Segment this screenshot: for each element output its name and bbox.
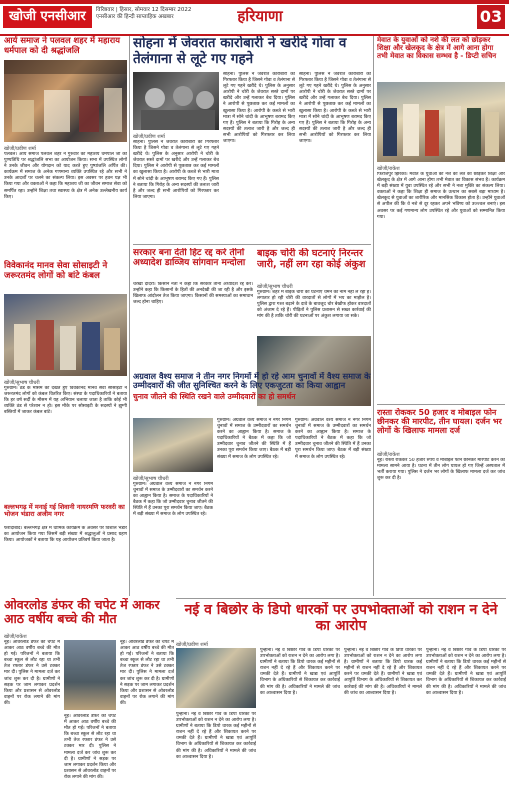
bottom-left-story [4,598,174,796]
mid2-headline: बाइक चोरी की घटनाएं निरन्तर जारी, नहीं लग रहा कोई अंकुश [257,248,366,271]
mid2-byline: खोजी/सुभाष चौधरी [257,284,293,290]
s2-photo-art [4,294,127,376]
center-divider-1 [133,244,371,245]
s2-body: गुरुग्राम। ठंड के मौसम को देखते हुए विवेकानंद मानव सेवा सोसाइटी ने जरूरतमंद लोगों को कंबल वितरित किए। संस्था के पदाधिकारियों ने बताया कि हर वर्ष सर्दी के मौसम में यह अभियान चलाया जाता है ताकि कोई भी व्यक्ति ठंड से परेशान न हो। इस मौके पर सोसाइटी के सदस्यों ने झुग्गी बस्तियों में जाकर कंबल बांटे। [4,386,127,416]
s2-photo [4,294,127,376]
s4-photo [64,640,116,710]
s1-body: पलवल। आर्य समाज पलवल शहर ने गुरुवार को महाशय धर्मपाल जी की पुण्यतिथि पर श्रद्धांजलि सभा का आयोजन किया। सभा में उपस्थित लोगों ने उनके जीवन और योगदान को याद करते हुए पुष्पांजलि अर्पित की। कार्यक्रम में समाज के अनेक गणमान्य व्यक्ति उपस्थित रहे और सभी ने उनके आदर्शों पर चलने का संकल्प लिया। इस अवसर पर हवन यज्ञ भी किया गया और वक्ताओं ने कहा कि महाशय जी का जीवन समाज सेवा को समर्पित रहा। उन्होंने शिक्षा तथा स्वास्थ्य के क्षेत्र में अनेक उल्लेखनीय कार्य किए। [4,152,127,200]
bottom-photo [176,648,256,708]
r1-body: फिरोजपुर झिरका। मेवात के युवाओं को नशे की लत को छोड़कर शिक्षा और खेलकूद के क्षेत्र में आगे आना होगा तभी मेवात का विकास संभव है। कार्यक्रम में बड़ी संख्या में युवा उपस्थित रहे और सभी ने नशा मुक्ति का संकल्प लिया। वक्ताओं ने कहा कि शिक्षा ही समाज के उत्थान का सबसे बड़ा माध्यम है। खेलकूद से युवाओं का शारीरिक और मानसिक विकास होता है। उन्होंने युवाओं से अपील की कि वे नशे से दूर रहकर अपने भविष्य को उज्ज्वल बनाएं। इस अवसर पर कई गणमान्य लोग उपस्थित रहे और युवाओं को सम्मानित किया गया। [377,172,505,220]
mid3-byline: खोजी/सुभाष चौधरी [133,476,169,482]
center-lead-story [133,36,371,242]
lead-photo [133,72,219,130]
mid4-byline: खोजी/राकेश [377,452,400,458]
s2-headline: विवेकानंद मानव सेवा सोसाइटी ने जरूरतमंद लोगों को बांटे कंबल [4,261,108,281]
mid4-story [377,408,505,596]
s2-byline: खोजी/सुभाष चौधरी [4,380,40,386]
s3-body: फरीदाबाद। बल्लभगढ़ क्षेत्र में धार्मिक कार्यक्रम के अवसर पर विशाल भंडारे का आयोजन किया गया जिसमें बड़ी संख्या में श्रद्धालुओं ने प्रसाद ग्रहण किया। आयोजकों ने बताया कि यह आयोजन प्रतिवर्ष किया जाता है। [4,526,127,544]
lead-body-cont: सोहना। पुलिस ने जेवरात कारोबारी को गिरफ्तार किया है जिसने गोवा व तेलंगाना से लूटे गए गहने खरीदे थे। पुलिस के अनुसार आरोपी ने चोरी के जेवरात सस्ते दामों पर खरीदे और उन्हें गलाकर बेच दिया। पुलिस ने आरोपी से पूछताछ कर कई मामलों का खुलासा किया है। आरोपी के कब्जे से भारी मात्रा में सोने चांदी के आभूषण बरामद किए गए हैं। पुलिस ने बताया कि गिरोह के अन्य सदस्यों की तलाश जारी है और जल्द ही सभी आरोपियों को गिरफ्तार कर लिया जाएगा। [223,72,295,145]
mid2-body: गुरुग्राम। शहर में बाइक चोरी की घटनाएं थमने का नाम नहीं ले रही हैं। लगातार हो रही चोरी की वारदातों से लोगों में भय का माहौल है। पुलिस द्वारा गश्त बढ़ाने के दावे के बावजूद चोर बेखौफ होकर वारदातों को अंजाम दे रहे हैं। पीड़ितों ने पुलिस प्रशासन से सख्त कार्रवाई की मांग की है ताकि चोरी की घटनाओं पर अंकुश लगाया जा सके। [257,290,371,320]
s4-byline: खोजी/राकेश [4,634,27,640]
s4-headline: ओवरलोड डंफर की चपेट में आकर आठ वर्षीय बच्चे की मौत [4,598,160,627]
s4-body: नूंह। ओवरलोड डंफर की चपेट में आकर आठ वर्षीय बच्चे की मौत हो गई। परिजनों ने बताया कि बच्चा स्कूल से लौट रहा था तभी तेज रफ्तार डंफर ने उसे टक्कर मार दी। पुलिस ने मामला दर्ज कर जांच शुरू कर दी है। ग्रामीणों ने सड़क पर जाम लगाकर प्रदर्शन किया और प्रशासन से ओवरलोड वाहनों पर रोक लगाने की मांग की। [4,640,60,706]
mid1-headline: सरकार बना देती हिट रद्द करे तीनों अध्यादेश डाव्जिय सांगवान मन्दोला [133,248,246,269]
s4-body-cont2: नूंह। ओवरलोड डंफर की चपेट में आकर आठ वर्षीय बच्चे की मौत हो गई। परिजनों ने बताया कि बच्चा स्कूल से लौट रहा था तभी तेज रफ्तार डंफर ने उसे टक्कर मार दी। पुलिस ने मामला दर्ज कर जांच शुरू कर दी है। ग्रामीणों ने सड़क पर जाम लगाकर प्रदर्शन किया और प्रशासन से ओवरलोड वाहनों पर रोक लगाने की मांग की। [120,640,174,706]
mid3-headline: अग्रवाल वैश्य समाज ने तीन नगर निगमों में हो रहे आम चुनावों में वैश्य समाज के उम्मीदवारों की जीत सुनिश्चित करने के लिए एकजुटता का किया आह्वान [133,372,371,391]
mid4-body: नूंह। रास्ता रोककर 50 हजार रुपये व मोबाइल फोन छीनकर मारपीट करने का मामला सामने आया है। घटना में तीन लोग घायल हो गए जिन्हें अस्पताल में भर्ती कराया गया। पुलिस ने दर्जन भर लोगों के खिलाफ मामला दर्ज कर जांच शुरू कर दी है। [377,458,505,482]
s1-photo [4,60,127,142]
mid3-body-cont: गुरुग्राम। अग्रवाल वैश्य समाज ने नगर निगम चुनावों में समाज के उम्मीदवारों का समर्थन करने का आह्वान किया है। समाज के पदाधिकारियों ने बैठक में कहा कि जो उम्मीदवार चुनाव जीतने की स्थिति में हैं उनका पूरा समर्थन किया जाए। बैठक में बड़ी संख्या में समाज के लोग उपस्थित रहे। [217,418,291,460]
column-divider-1 [129,36,130,596]
mid3-photo [133,418,213,472]
bottom-center-story [176,602,506,796]
lead-photo-art [133,72,219,130]
s4-body-cont: नूंह। ओवरलोड डंफर की चपेट में आकर आठ वर्षीय बच्चे की मौत हो गई। परिजनों ने बताया कि बच्चा स्कूल से लौट रहा था तभी तेज रफ्तार डंफर ने उसे टक्कर मार दी। पुलिस ने मामला दर्ज कर जांच शुरू कर दी है। ग्रामीणों ने सड़क पर जाम लगाकर प्रदर्शन किया और प्रशासन से ओवरलोड वाहनों पर रोक लगाने की मांग की। [64,714,116,780]
bottom-body-cont3: पुन्हाना। नई व बिछोर गांव के डिपो धारकों पर उपभोक्ताओं को राशन न देने का आरोप लगा है। ग्रामीणों ने बताया कि डिपो धारक कई महीनों से राशन नहीं दे रहे हैं और शिकायत करने पर धमकी देते हैं। ग्रामीणों ने खाद्य एवं आपूर्ति विभाग के अधिकारियों से शिकायत कर कार्रवाई की मांग की है। अधिकारियों ने मामले की जांच का आश्वासन दिया है। [426,648,506,696]
r1-headline: मेवात के युवाओं को नशे की लत को छोड़कर शिक्षा और खेलकूद के क्षेत्र में आगे आना होगा तभी मेवात का विकास सम्भव है - डिप्टी सचिन [377,36,497,61]
masthead-date: विरिष्ठवार | हिसार, सोमवार 12 दिसम्बर 2022 [96,7,192,13]
s1-photo-art [4,60,127,142]
masthead-logo: खोजी एनसीआर [3,6,92,28]
lead-body-cont2: सोहना। पुलिस ने जेवरात कारोबारी को गिरफ्तार किया है जिसने गोवा व तेलंगाना से लूटे गए गहने खरीदे थे। पुलिस के अनुसार आरोपी ने चोरी के जेवरात सस्ते दामों पर खरीदे और उन्हें गलाकर बेच दिया। पुलिस ने आरोपी से पूछताछ कर कई मामलों का खुलासा किया है। आरोपी के कब्जे से भारी मात्रा में सोने चांदी के आभूषण बरामद किए गए हैं। पुलिस ने बताया कि गिरोह के अन्य सदस्यों की तलाश जारी है और जल्द ही सभी आरोपियों को गिरफ्तार कर लिया जाएगा। [299,72,371,145]
r1-photo [377,82,505,162]
masthead-subtitle: एनसीआर की हिन्दी साप्ताहिक अखबार [96,14,174,20]
lead-headline: सोहना में जेवरात कारोबारी ने खरीदे गोवा व तेलंगाना से लूटे गए गहने [133,36,347,67]
mid3-story [133,372,371,568]
s1-byline: खोजी/प्रवीण शर्मा [4,146,36,152]
bottom-byline: खोजी/प्रवीण शर्मा [176,642,208,648]
lead-byline: खोजी/प्रवीण शर्मा [133,134,165,140]
bottom-body: पुन्हाना। नई व बिछोर गांव के डिपो धारकों पर उपभोक्ताओं को राशन न देने का आरोप लगा है। ग्रामीणों ने बताया कि डिपो धारक कई महीनों से राशन नहीं दे रहे हैं और शिकायत करने पर धमकी देते हैं। ग्रामीणों ने खाद्य एवं आपूर्ति विभाग के अधिकारियों से शिकायत कर कार्रवाई की मांग की है। अधिकारियों ने मामले की जांच का आश्वासन दिया है। [176,712,256,760]
mid4-headline: रास्ता रोककर 50 हजार व मोबाइल फोन छीनकर की मारपीट, तीन घायल। दर्जन भर लोगों के खिलाफ मामला दर्ज [377,408,502,436]
bottom-body-cont2: पुन्हाना। नई व बिछोर गांव के डिपो धारकों पर उपभोक्ताओं को राशन न देने का आरोप लगा है। ग्रामीणों ने बताया कि डिपो धारक कई महीनों से राशन नहीं दे रहे हैं और शिकायत करने पर धमकी देते हैं। ग्रामीणों ने खाद्य एवं आपूर्ति विभाग के अधिकारियों से शिकायत कर कार्रवाई की मांग की है। अधिकारियों ने मामले की जांच का आश्वासन दिया है। [344,648,422,696]
bottom-divider [176,598,506,599]
mid3-subheadline: चुनाव जीतने की स्थिति रखने वाले उम्मीदवारों का हो समर्थन [133,391,296,401]
column-divider-2 [373,36,374,596]
s3-headline: बल्लभगढ़ में मनाई गई शिवानी नायरमणि फरवरी का भोजन भंडारा अजीम नगर [4,503,125,519]
mid1-body: चरखी दादरी। किसान नेता ने कहा कि सरकार तीनों अध्यादेश रद्द करे। उन्होंने कहा कि किसानों के हितों की अनदेखी की जा रही है और इसके खिलाफ आंदोलन तेज किया जाएगा। किसानों की समस्याओं का समाधान जल्द होना चाहिए। [133,282,253,306]
bottom-headline: नई व बिछोर के डिपो धारकों पर उपभोक्ताओं को राशन न देने का आरोप [184,602,498,635]
bottom-body-cont: पुन्हाना। नई व बिछोर गांव के डिपो धारकों पर उपभोक्ताओं को राशन न देने का आरोप लगा है। ग्रामीणों ने बताया कि डिपो धारक कई महीनों से राशन नहीं दे रहे हैं और शिकायत करने पर धमकी देते हैं। ग्रामीणों ने खाद्य एवं आपूर्ति विभाग के अधिकारियों से शिकायत कर कार्रवाई की मांग की है। अधिकारियों ने मामले की जांच का आश्वासन दिया है। [260,648,340,696]
section-title: हरियाणा [237,7,283,25]
mid1-story [133,248,253,368]
mid3-body-cont2: गुरुग्राम। अग्रवाल वैश्य समाज ने नगर निगम चुनावों में समाज के उम्मीदवारों का समर्थन करने का आह्वान किया है। समाज के पदाधिकारियों ने बैठक में कहा कि जो उम्मीदवार चुनाव जीतने की स्थिति में हैं उनका पूरा समर्थन किया जाए। बैठक में बड़ी संख्या में समाज के लोग उपस्थित रहे। [295,418,371,460]
right-divider [377,404,505,405]
mid3-body: गुरुग्राम। अग्रवाल वैश्य समाज ने नगर निगम चुनावों में समाज के उम्मीदवारों का समर्थन करने का आह्वान किया है। समाज के पदाधिकारियों ने बैठक में कहा कि जो उम्मीदवार चुनाव जीतने की स्थिति में हैं उनका पूरा समर्थन किया जाए। बैठक में बड़ी संख्या में समाज के लोग उपस्थित रहे। [133,482,213,518]
page-number: 03 [477,5,505,29]
r1-photo-art [377,82,505,162]
r1-byline: खोजी/राकेश [377,166,400,172]
masthead [0,4,509,32]
lead-body: सोहना। पुलिस ने जेवरात कारोबारी को गिरफ्तार किया है जिसने गोवा व तेलंगाना से लूटे गए गहने खरीदे थे। पुलिस के अनुसार आरोपी ने चोरी के जेवरात सस्ते दामों पर खरीदे और उन्हें गलाकर बेच दिया। पुलिस ने आरोपी से पूछताछ कर कई मामलों का खुलासा किया है। आरोपी के कब्जे से भारी मात्रा में सोने चांदी के आभूषण बरामद किए गए हैं। पुलिस ने बताया कि गिरोह के अन्य सदस्यों की तलाश जारी है और जल्द ही सभी आरोपियों को गिरफ्तार कर लिया जाएगा। [133,140,219,200]
s1-headline: आर्य समाज ने पलवल शहर में महाराय धर्मपाल को दी श्रद्धांजलि [4,36,121,55]
